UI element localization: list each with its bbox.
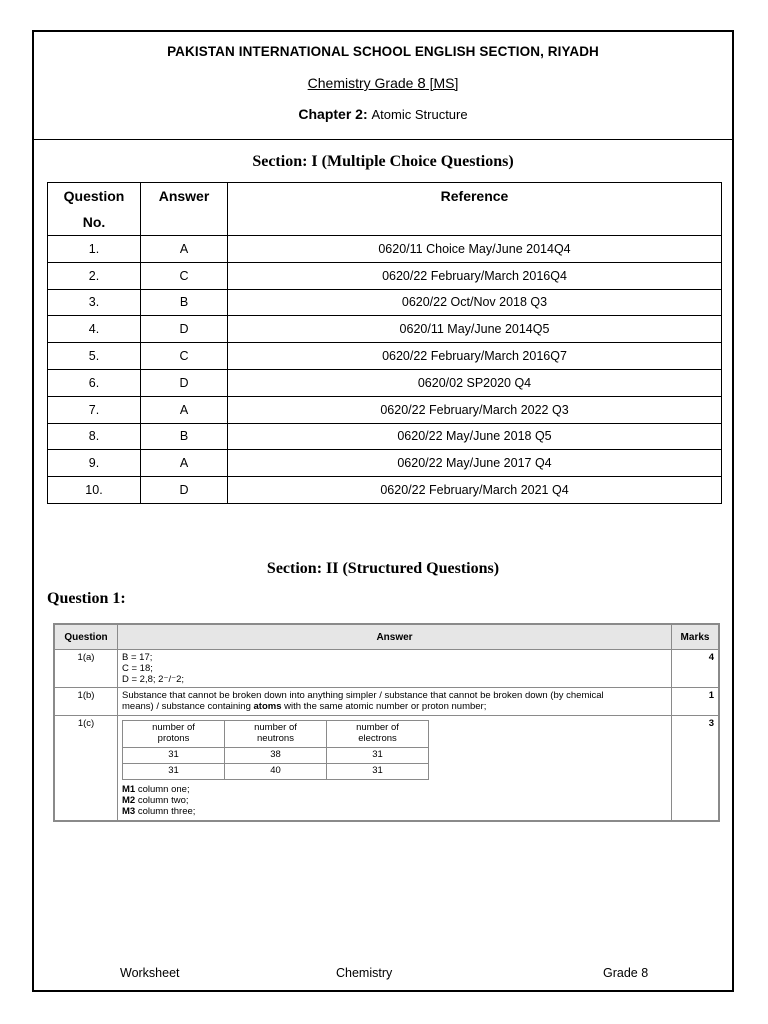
chapter-title [34, 106, 732, 122]
neutrons-value: 40 [225, 764, 327, 780]
marking-note [122, 806, 667, 817]
question-no: 9. [48, 450, 141, 477]
footer-grade: Grade 8 [603, 966, 649, 980]
answer-line: D = 2,8; 2⁻/⁻2; [122, 674, 185, 685]
header-text: neutrons [257, 733, 294, 744]
question-no: 6. [48, 369, 141, 396]
answer: C [141, 262, 228, 289]
answer: D [141, 477, 228, 504]
question-no: 1. [48, 236, 141, 263]
reference: 0620/22 Oct/Nov 2018 Q3 [228, 289, 722, 316]
question-no: 10. [48, 477, 141, 504]
note-text: column one; [135, 784, 190, 795]
question-no: 7. [48, 396, 141, 423]
answer-cell [118, 650, 672, 688]
answer-keyword: atoms [253, 701, 282, 712]
table-row [48, 423, 722, 450]
table-row [48, 316, 722, 343]
table-row [55, 716, 719, 821]
question-no: 8. [48, 423, 141, 450]
neutrons-value: 38 [225, 748, 327, 764]
table-row [48, 369, 722, 396]
table-row [48, 477, 722, 504]
answer: D [141, 369, 228, 396]
table-row [48, 236, 722, 263]
answer: B [141, 289, 228, 316]
reference: 0620/22 February/March 2022 Q3 [228, 396, 722, 423]
table-row [48, 450, 722, 477]
col-header-question: Question [55, 625, 118, 650]
col-header-marks: Marks [672, 625, 719, 650]
question-no: 2. [48, 262, 141, 289]
question-no: 3. [48, 289, 141, 316]
protons-value: 31 [123, 764, 225, 780]
marking-note [122, 784, 667, 795]
answer-text: means) / substance containing [122, 701, 254, 712]
mark-scheme-table [54, 624, 719, 821]
section-2-title: Section: II (Structured Questions) [266, 560, 500, 577]
col-header-answer: Answer [141, 183, 228, 236]
header-electrons [327, 721, 429, 748]
reference: 0620/02 SP2020 Q4 [228, 369, 722, 396]
header-text: number of [356, 722, 399, 733]
reference: 0620/11 Choice May/June 2014Q4 [228, 236, 722, 263]
reference: 0620/22 February/March 2016Q4 [228, 262, 722, 289]
marking-note [122, 795, 667, 806]
col-header-answer: Answer [118, 625, 672, 650]
mark-scheme-header-row [55, 625, 719, 650]
header-neutrons [225, 721, 327, 748]
answer: D [141, 316, 228, 343]
answer-line: Substance that cannot be broken down into anything simpler / substance that cannot be broken down (by chemical [122, 690, 604, 701]
electrons-value: 31 [327, 748, 429, 764]
course-title [34, 75, 732, 92]
reference: 0620/22 May/June 2018 Q5 [228, 423, 722, 450]
question-number: 1(b) [55, 688, 118, 716]
inner-header-row [123, 721, 429, 748]
footer-worksheet: Worksheet [120, 966, 180, 980]
note-mark: M1 [122, 784, 136, 795]
course-suffix: [MS] [425, 75, 459, 91]
header-text: number of [152, 722, 195, 733]
particle-count-table [122, 720, 429, 780]
course-prefix: Chemistry Grade [307, 75, 418, 91]
marks-value: 1 [672, 688, 719, 716]
answer-line [122, 701, 667, 712]
table-row [48, 262, 722, 289]
question-number: 1(c) [55, 716, 118, 821]
note-text: column three; [135, 806, 196, 817]
table-row [55, 650, 719, 688]
table-row [48, 396, 722, 423]
chapter-label: Chapter 2: [298, 106, 368, 122]
question-1-heading: Question 1: [47, 590, 126, 607]
answer: B [141, 423, 228, 450]
note-mark: M3 [122, 806, 136, 817]
header-text: electrons [358, 733, 397, 744]
protons-value: 31 [123, 748, 225, 764]
table-row [48, 289, 722, 316]
reference: 0620/11 May/June 2014Q5 [228, 316, 722, 343]
section-1-title: Section: I (Multiple Choice Questions) [252, 153, 514, 170]
header-protons [123, 721, 225, 748]
marks-value: 4 [672, 650, 719, 688]
note-mark: M2 [122, 795, 136, 806]
worksheet-header [34, 32, 732, 140]
course-grade: 8 [417, 75, 426, 92]
col-header-question-no: Question No. [48, 183, 141, 236]
mark-scheme-box [53, 623, 720, 822]
answer: A [141, 236, 228, 263]
reference: 0620/22 February/March 2021 Q4 [228, 477, 722, 504]
marks-value: 3 [672, 716, 719, 821]
answer-line: B = 17; [122, 652, 153, 663]
question-no: 5. [48, 343, 141, 370]
answer: A [141, 450, 228, 477]
answer-cell [118, 716, 672, 821]
answer: A [141, 396, 228, 423]
answer-cell [118, 688, 672, 716]
reference: 0620/22 May/June 2017 Q4 [228, 450, 722, 477]
mcq-answer-table [47, 182, 722, 504]
table-row [123, 748, 429, 764]
answer: C [141, 343, 228, 370]
header-text: protons [157, 733, 190, 744]
col-header-reference: Reference [228, 183, 722, 236]
table-row [123, 764, 429, 780]
answer-line: C = 18; [122, 663, 153, 674]
note-text: column two; [135, 795, 189, 806]
question-number: 1(a) [55, 650, 118, 688]
reference: 0620/22 February/March 2016Q7 [228, 343, 722, 370]
table-row [48, 343, 722, 370]
worksheet-page [32, 30, 734, 992]
chapter-name: Atomic Structure [371, 107, 468, 122]
electrons-value: 31 [327, 764, 429, 780]
table-row [55, 688, 719, 716]
mcq-header-row [48, 183, 722, 236]
header-text: number of [254, 722, 297, 733]
answer-text: with the same atomic number or proton number; [281, 701, 487, 712]
question-no: 4. [48, 316, 141, 343]
footer-subject: Chemistry [336, 966, 393, 980]
school-name: PAKISTAN INTERNATIONAL SCHOOL ENGLISH SECTION, RIYADH [167, 44, 599, 59]
